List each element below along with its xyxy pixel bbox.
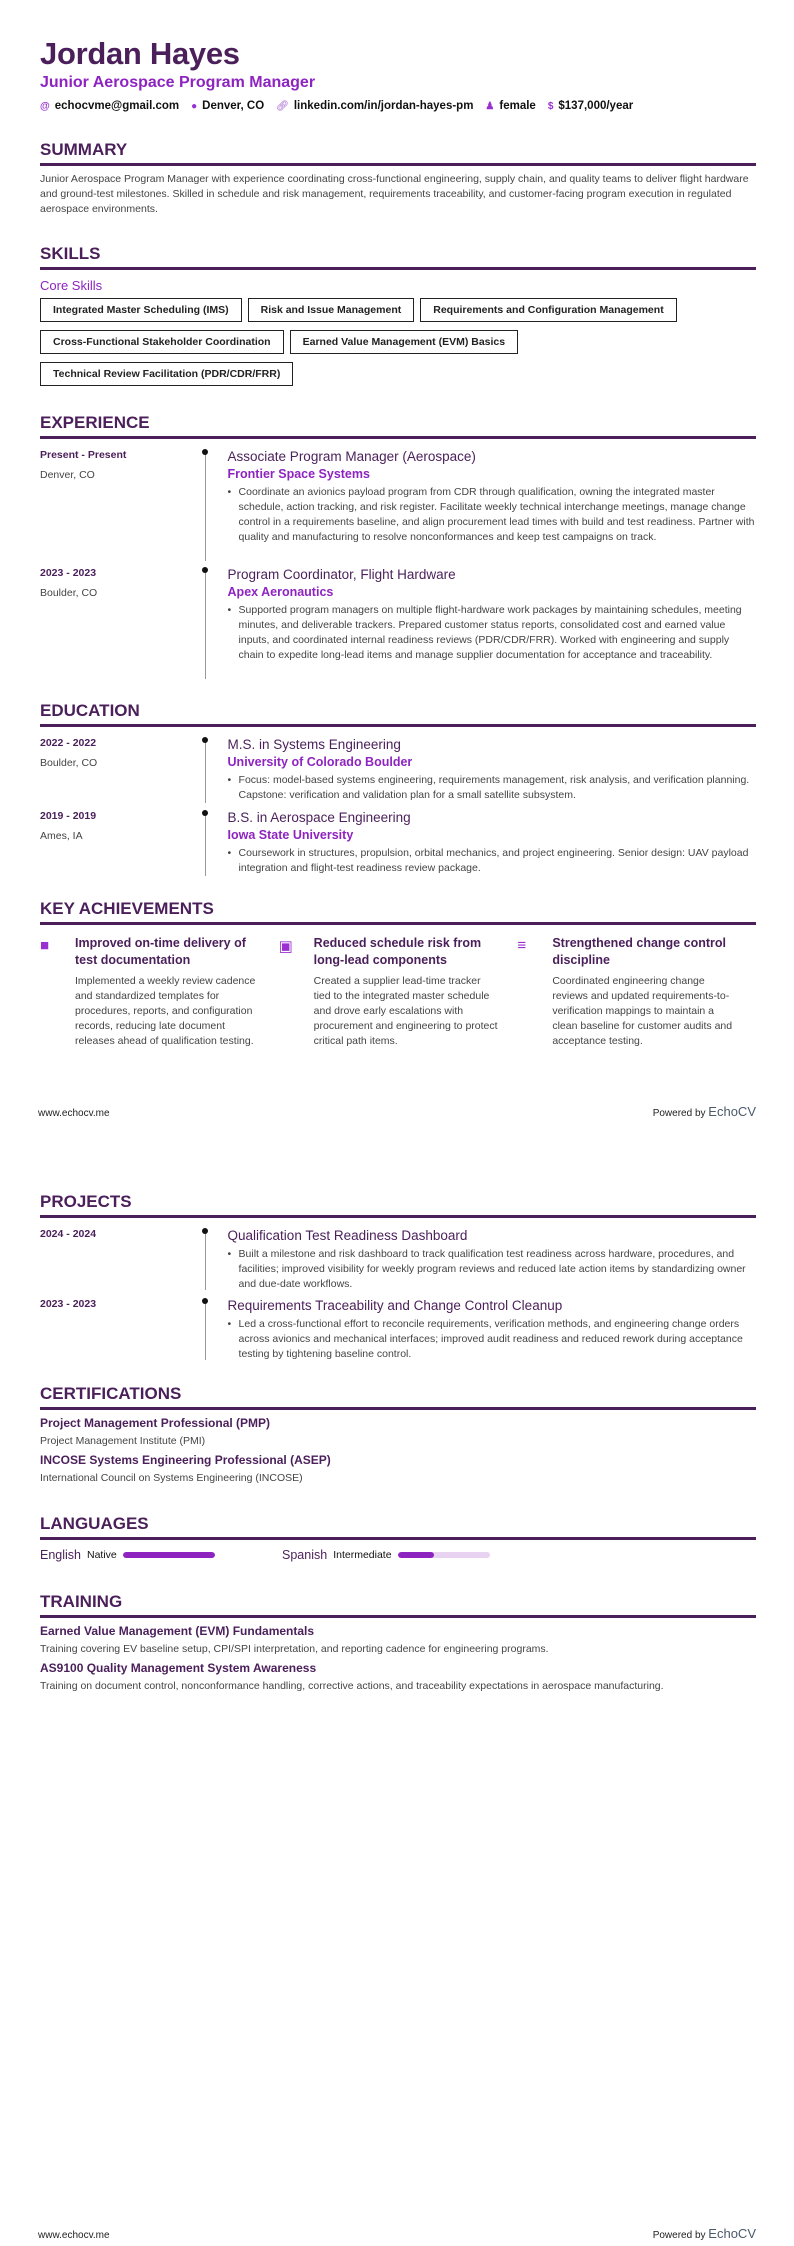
- entry-date: 2023 - 2023: [40, 567, 97, 579]
- entry-date: 2022 - 2022: [40, 737, 97, 749]
- clipboard-icon: ▣: [278, 938, 293, 955]
- contact-email[interactable]: [40, 100, 179, 112]
- skill-chip: Risk and Issue Management: [248, 298, 415, 322]
- achievement-title: Strengthened change control discipline: [552, 936, 726, 967]
- experience-section: [40, 413, 756, 679]
- timeline-rail: [205, 812, 206, 876]
- proficiency-bar: [123, 1552, 215, 1558]
- timeline-dot: [202, 810, 208, 816]
- project-entry: [40, 1228, 756, 1290]
- proficiency-bar: [398, 1552, 490, 1558]
- entry-role: Program Coordinator, Flight Hardware: [227, 567, 456, 582]
- powered-label: Powered by: [652, 2230, 706, 2241]
- language-item: [40, 1548, 282, 1562]
- person-icon: ♟: [485, 100, 495, 112]
- timeline-dot: [202, 567, 208, 573]
- entry-date: 2023 - 2023: [40, 1298, 97, 1310]
- language-name: English: [40, 1548, 81, 1562]
- project-title: Requirements Traceability and Change Control Cleanup: [227, 1298, 563, 1313]
- footer-url[interactable]: www.echocv.me: [38, 1108, 110, 1119]
- project-entry: [40, 1298, 756, 1360]
- at-icon: @: [40, 100, 50, 112]
- achievement-list: [40, 935, 756, 1049]
- contact-text: echocvme@gmail.com: [54, 100, 180, 112]
- list-lines-icon: ≡: [517, 937, 527, 954]
- timeline-dot: [202, 737, 208, 743]
- location-pin-icon: ●: [191, 100, 198, 112]
- section-heading: TRAINING: [40, 1592, 756, 1618]
- projects-section: [40, 1192, 756, 1360]
- entry-bullet: • Focus: model-based systems engineering, requirements management, risk analysis, and verification planning. Capstone: verification and validation plan for a small satellite subsystem.: [228, 773, 756, 803]
- skill-chips: [40, 298, 740, 386]
- skill-chip: Technical Review Facilitation (PDR/CDR/FRR): [40, 362, 293, 386]
- entry-bullet: • Led a cross-functional effort to reconcile requirements, verification methods, and engineering change orders across avionics and mechanical interfaces; improved audit readiness and reduced rework during acceptance testing by tightening baseline control.: [228, 1317, 756, 1362]
- achievements-section: [40, 899, 756, 1049]
- project-title: Qualification Test Readiness Dashboard: [227, 1228, 468, 1243]
- skill-chip: Integrated Master Scheduling (IMS): [40, 298, 242, 322]
- contact-text: linkedin.com/in/jordan-hayes-pm: [293, 100, 474, 112]
- language-item: [282, 1548, 524, 1562]
- contact-text: Denver, CO: [202, 100, 265, 112]
- entry-date: 2019 - 2019: [40, 810, 97, 822]
- achievement-text: Created a supplier lead-time tracker tied to the integrated master schedule and drove early escalations with procurement and engineering to protect critical path items.: [313, 975, 498, 1047]
- summary-text: Junior Aerospace Program Manager with experience coordinating cross-functional engineering, supply chain, and quality teams to deliver flight hardware and ground-test milestones. Skilled in schedule and risk management, requirements traceability, and customer-facing program execution in regulated aerospace environments.: [40, 173, 749, 215]
- powered-label: Powered by: [652, 1108, 706, 1119]
- cert-title: Project Management Professional (PMP): [40, 1416, 271, 1430]
- education-entry: [40, 737, 756, 803]
- skill-chip: Cross-Functional Stakeholder Coordination: [40, 330, 284, 354]
- entry-date: 2024 - 2024: [40, 1228, 97, 1240]
- experience-entry: [40, 449, 756, 561]
- achievement-item: [40, 935, 279, 1049]
- job-title: Junior Aerospace Program Manager: [40, 74, 316, 91]
- achievement-item: [517, 935, 756, 1049]
- timeline-rail: [205, 739, 206, 803]
- proficiency-fill: [398, 1552, 435, 1558]
- achievement-title: Improved on-time delivery of test documentation: [75, 936, 246, 967]
- contact-list: [40, 100, 756, 112]
- section-heading: KEY ACHIEVEMENTS: [40, 899, 756, 925]
- timeline-dot: [202, 1228, 208, 1234]
- candidate-name: Jordan Hayes: [40, 36, 240, 71]
- entry-bullet: • Built a milestone and risk dashboard to track qualification test readiness across hardware, procedures, and facilities; improved visibility for weekly program reviews and reduced late action items by standardizing owner and due-date workflows.: [228, 1247, 756, 1292]
- entry-location: Ames, IA: [40, 830, 83, 842]
- entry-org: Apex Aeronautics: [227, 585, 334, 599]
- certifications-section: [40, 1384, 756, 1484]
- contact-location: [191, 100, 264, 112]
- powered-by: [653, 2226, 756, 2241]
- achievement-text: Coordinated engineering change reviews and updated requirements-to-verification mappings to maintain a clean baseline for customer audits and acceptance testing.: [552, 975, 733, 1047]
- cert-issuer: Project Management Institute (PMI): [40, 1435, 206, 1447]
- timeline-rail: [205, 451, 206, 561]
- training-title: Earned Value Management (EVM) Fundamentals: [40, 1624, 315, 1638]
- timeline-rail: [205, 1230, 206, 1290]
- language-name: Spanish: [282, 1548, 328, 1562]
- section-heading: CERTIFICATIONS: [40, 1384, 756, 1410]
- skill-chip: Requirements and Configuration Management: [420, 298, 676, 322]
- entry-location: Boulder, CO: [40, 587, 98, 599]
- timeline-dot: [202, 449, 208, 455]
- language-list: [40, 1548, 756, 1562]
- contact-linkedin[interactable]: [276, 100, 473, 112]
- section-heading: EXPERIENCE: [40, 413, 756, 439]
- achievement-item: [279, 935, 518, 1049]
- speech-bubble-icon: ■: [40, 937, 50, 954]
- education-entry: [40, 810, 756, 876]
- training-text: Training on document control, nonconformance handling, corrective actions, and traceability expectations in aerospace manufacturing.: [40, 1680, 664, 1692]
- skills-section: [40, 244, 756, 386]
- entry-location: Denver, CO: [40, 469, 95, 481]
- contact-text: $137,000/year: [558, 100, 634, 112]
- training-text: Training covering EV baseline setup, CPI/SPI interpretation, and reporting cadence for engineering programs.: [40, 1643, 549, 1655]
- cert-issuer: International Council on Systems Engineering (INCOSE): [40, 1472, 303, 1484]
- education-section: [40, 701, 756, 876]
- entry-degree: M.S. in Systems Engineering: [227, 737, 401, 752]
- brand-logo: EchoCV: [708, 1104, 756, 1119]
- achievement-title: Reduced schedule risk from long-lead components: [313, 936, 482, 967]
- entry-school: Iowa State University: [227, 828, 354, 842]
- contact-salary: [548, 100, 633, 112]
- contact-text: female: [499, 100, 536, 112]
- salary-icon: $: [547, 100, 554, 112]
- brand-logo: EchoCV: [708, 2226, 756, 2241]
- language-level: Native: [87, 1549, 117, 1561]
- skill-chip: Earned Value Management (EVM) Basics: [290, 330, 518, 354]
- contact-gender: [485, 100, 535, 112]
- section-heading: SUMMARY: [40, 140, 756, 166]
- training-title: AS9100 Quality Management System Awareness: [40, 1661, 317, 1675]
- cert-title: INCOSE Systems Engineering Professional (ASEP): [40, 1453, 331, 1467]
- powered-by: [653, 1104, 756, 1119]
- skill-group-title: Core Skills: [40, 278, 103, 293]
- link-icon: 🔗︎: [276, 100, 289, 112]
- entry-org: Frontier Space Systems: [227, 467, 370, 481]
- entry-location: Boulder, CO: [40, 757, 98, 769]
- experience-entry: [40, 567, 756, 679]
- entry-degree: B.S. in Aerospace Engineering: [227, 810, 411, 825]
- language-level: Intermediate: [333, 1549, 392, 1561]
- timeline-dot: [202, 1298, 208, 1304]
- summary-section: [40, 140, 756, 217]
- footer-url[interactable]: www.echocv.me: [38, 2230, 110, 2241]
- training-section: [40, 1592, 756, 1692]
- timeline-rail: [205, 1300, 206, 1360]
- entry-date: Present - Present: [40, 449, 127, 461]
- achievement-text: Implemented a weekly review cadence and standardized templates for procedures, reports, and configuration records, reducing late document releases ahead of qualification testing.: [75, 975, 256, 1047]
- section-heading: LANGUAGES: [40, 1514, 756, 1540]
- entry-school: University of Colorado Boulder: [227, 755, 413, 769]
- section-heading: PROJECTS: [40, 1192, 756, 1218]
- entry-bullet: • Supported program managers on multiple flight-hardware work packages by maintaining schedules, meeting minutes, and deliverable trackers. Prepared customer status reports, consolidated cost and earned value inputs, and coordinated internal readiness reviews (PDR/CDR/FRR). Worked with engineering and supply chain to expedite long-lead items and manage supplier documentation for acceptance and traceability.: [228, 603, 756, 663]
- section-heading: EDUCATION: [40, 701, 756, 727]
- entry-bullet: • Coursework in structures, propulsion, orbital mechanics, and project engineering. Senior design: UAV payload integration and flight-test readiness review package.: [228, 846, 756, 876]
- proficiency-fill: [123, 1552, 215, 1558]
- languages-section: [40, 1514, 756, 1562]
- entry-bullet: • Coordinate an avionics payload program from CDR through qualification, owning the integrated master schedule, action tracking, and risk register. Facilitate weekly technical interchange meetings, manage change control in a requirements baseline, and align procurement lead times with build and test readiness. Partner with quality and manufacturing to resolve nonconformances and keep test campaigns on track.: [228, 485, 756, 545]
- page-footer: [38, 1104, 756, 1119]
- timeline-rail: [205, 569, 206, 679]
- entry-role: Associate Program Manager (Aerospace): [227, 449, 476, 464]
- page-footer: [38, 2226, 756, 2241]
- header: [40, 36, 756, 112]
- section-heading: SKILLS: [40, 244, 756, 270]
